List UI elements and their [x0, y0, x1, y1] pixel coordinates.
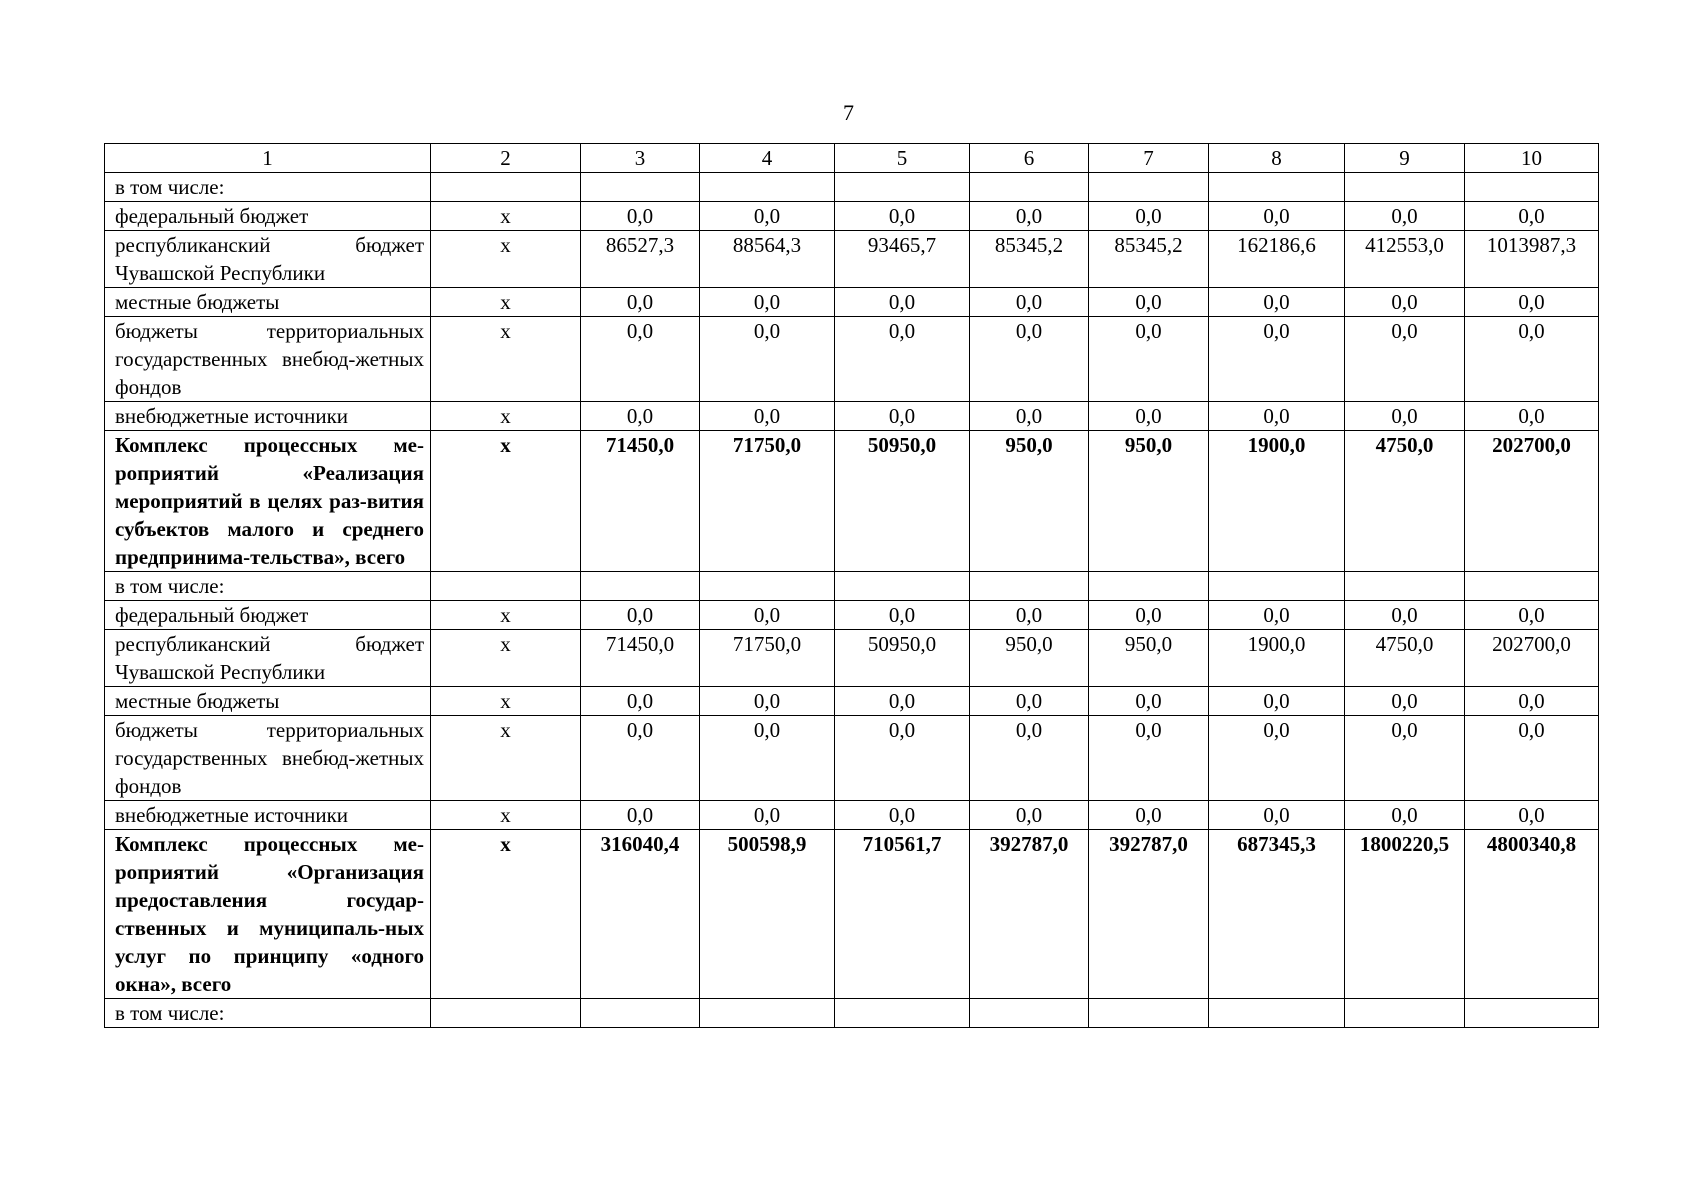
value-cell: 71750,0 [700, 630, 835, 687]
value-cell: 93465,7 [835, 231, 970, 288]
value-cell: 0,0 [970, 716, 1089, 801]
value-cell: 50950,0 [835, 431, 970, 572]
value-cell: 0,0 [835, 288, 970, 317]
row-label: республиканский бюджет Чувашской Республики [105, 630, 431, 687]
value-cell: 0,0 [1345, 402, 1465, 431]
value-cell [1465, 572, 1599, 601]
row-label: республиканский бюджет Чувашской Республики [105, 231, 431, 288]
column-header-8: 8 [1209, 144, 1345, 173]
value-cell: 50950,0 [835, 630, 970, 687]
value-cell: 0,0 [700, 202, 835, 231]
table-row [105, 202, 1599, 231]
value-cell: 71750,0 [700, 431, 835, 572]
value-cell [835, 999, 970, 1028]
column-header-6: 6 [970, 144, 1089, 173]
table-row [105, 801, 1599, 830]
value-cell: 0,0 [700, 687, 835, 716]
value-cell: 1900,0 [1209, 431, 1345, 572]
column-2-cell [431, 572, 581, 601]
value-cell [970, 173, 1089, 202]
table-row [105, 630, 1599, 687]
value-cell: 0,0 [1209, 402, 1345, 431]
value-cell: 4750,0 [1345, 431, 1465, 572]
value-cell: 0,0 [700, 288, 835, 317]
value-cell [1209, 999, 1345, 1028]
table-row [105, 999, 1599, 1028]
value-cell [970, 572, 1089, 601]
value-cell [1345, 173, 1465, 202]
value-cell: 162186,6 [1209, 231, 1345, 288]
row-label: бюджеты территориальных государственных внебюд-жетных фондов [105, 716, 431, 801]
row-label: местные бюджеты [105, 288, 431, 317]
column-header-9: 9 [1345, 144, 1465, 173]
value-cell: 0,0 [1345, 317, 1465, 402]
value-cell: 0,0 [1209, 801, 1345, 830]
value-cell: 0,0 [581, 402, 700, 431]
value-cell: 950,0 [970, 630, 1089, 687]
column-2-cell: x [431, 630, 581, 687]
column-header-1: 1 [105, 144, 431, 173]
value-cell: 0,0 [970, 801, 1089, 830]
row-label: внебюджетные источники [105, 402, 431, 431]
row-label: в том числе: [105, 572, 431, 601]
value-cell: 687345,3 [1209, 830, 1345, 999]
row-label: в том числе: [105, 173, 431, 202]
table-row [105, 601, 1599, 630]
value-cell: 950,0 [1089, 431, 1209, 572]
value-cell: 0,0 [835, 202, 970, 231]
value-cell: 0,0 [581, 801, 700, 830]
value-cell: 0,0 [1089, 288, 1209, 317]
value-cell: 1800220,5 [1345, 830, 1465, 999]
value-cell: 0,0 [700, 317, 835, 402]
column-2-cell: x [431, 231, 581, 288]
value-cell [970, 999, 1089, 1028]
value-cell: 0,0 [1465, 601, 1599, 630]
value-cell: 0,0 [1209, 687, 1345, 716]
column-2-cell: x [431, 801, 581, 830]
column-header-10: 10 [1465, 144, 1599, 173]
value-cell: 4750,0 [1345, 630, 1465, 687]
value-cell: 0,0 [581, 288, 700, 317]
column-2-cell: x [431, 402, 581, 431]
value-cell: 316040,4 [581, 830, 700, 999]
value-cell: 86527,3 [581, 231, 700, 288]
column-2-cell: x [431, 317, 581, 402]
column-2-cell: x [431, 687, 581, 716]
value-cell: 392787,0 [1089, 830, 1209, 999]
value-cell: 0,0 [1465, 402, 1599, 431]
value-cell [700, 572, 835, 601]
row-label: местные бюджеты [105, 687, 431, 716]
value-cell: 71450,0 [581, 630, 700, 687]
budget-table [104, 143, 1599, 1028]
value-cell: 88564,3 [700, 231, 835, 288]
value-cell [1345, 572, 1465, 601]
column-header-5: 5 [835, 144, 970, 173]
header-row [105, 144, 1599, 173]
value-cell: 0,0 [835, 801, 970, 830]
value-cell: 0,0 [835, 402, 970, 431]
value-cell: 0,0 [970, 202, 1089, 231]
value-cell: 0,0 [1089, 202, 1209, 231]
value-cell: 0,0 [970, 288, 1089, 317]
value-cell [581, 999, 700, 1028]
value-cell: 0,0 [1209, 288, 1345, 317]
value-cell: 500598,9 [700, 830, 835, 999]
value-cell: 0,0 [581, 202, 700, 231]
value-cell: 0,0 [1089, 801, 1209, 830]
value-cell: 0,0 [581, 317, 700, 402]
value-cell [1465, 173, 1599, 202]
value-cell: 0,0 [1345, 801, 1465, 830]
value-cell: 0,0 [700, 601, 835, 630]
value-cell: 0,0 [1465, 801, 1599, 830]
value-cell: 0,0 [700, 716, 835, 801]
value-cell: 0,0 [970, 402, 1089, 431]
column-header-3: 3 [581, 144, 700, 173]
column-2-cell: x [431, 288, 581, 317]
value-cell: 0,0 [1345, 288, 1465, 317]
page-number: 7 [843, 100, 854, 125]
row-label: федеральный бюджет [105, 202, 431, 231]
column-2-cell: x [431, 716, 581, 801]
value-cell [700, 173, 835, 202]
column-2-cell: x [431, 431, 581, 572]
value-cell [1465, 999, 1599, 1028]
table-row [105, 402, 1599, 431]
table-row [105, 288, 1599, 317]
value-cell: 1900,0 [1209, 630, 1345, 687]
value-cell: 202700,0 [1465, 630, 1599, 687]
value-cell: 0,0 [1209, 202, 1345, 231]
column-2-cell: x [431, 830, 581, 999]
table-row [105, 431, 1599, 572]
table-body [105, 144, 1599, 1028]
value-cell: 85345,2 [970, 231, 1089, 288]
value-cell [581, 572, 700, 601]
column-header-2: 2 [431, 144, 581, 173]
table-row [105, 173, 1599, 202]
column-2-cell: x [431, 601, 581, 630]
table-row [105, 572, 1599, 601]
value-cell: 0,0 [1465, 317, 1599, 402]
table-row [105, 687, 1599, 716]
row-label: Комплекс процессных ме-роприятий «Организация предоставления государ-ственных и муниципаль-ных услуг по принципу «одного окна», всего [105, 830, 431, 999]
value-cell: 0,0 [970, 687, 1089, 716]
value-cell: 0,0 [1465, 288, 1599, 317]
value-cell: 0,0 [1465, 716, 1599, 801]
value-cell: 71450,0 [581, 431, 700, 572]
value-cell: 0,0 [1345, 716, 1465, 801]
value-cell: 0,0 [1089, 687, 1209, 716]
value-cell [1209, 173, 1345, 202]
table-row [105, 716, 1599, 801]
column-2-cell [431, 173, 581, 202]
value-cell: 0,0 [700, 801, 835, 830]
value-cell: 0,0 [1089, 601, 1209, 630]
row-label: Комплекс процессных ме-роприятий «Реализация мероприятий в целях раз-вития субъектов малого и среднего предпринима-тельства», всего [105, 431, 431, 572]
value-cell: 4800340,8 [1465, 830, 1599, 999]
row-label: федеральный бюджет [105, 601, 431, 630]
value-cell: 0,0 [1089, 402, 1209, 431]
value-cell [1089, 572, 1209, 601]
row-label: в том числе: [105, 999, 431, 1028]
value-cell: 0,0 [581, 687, 700, 716]
value-cell: 950,0 [970, 431, 1089, 572]
value-cell: 0,0 [835, 601, 970, 630]
value-cell: 0,0 [1209, 317, 1345, 402]
value-cell: 412553,0 [1345, 231, 1465, 288]
column-header-4: 4 [700, 144, 835, 173]
value-cell: 0,0 [1465, 202, 1599, 231]
table-row [105, 231, 1599, 288]
value-cell: 0,0 [1345, 687, 1465, 716]
value-cell [700, 999, 835, 1028]
value-cell [1089, 173, 1209, 202]
column-2-cell: x [431, 202, 581, 231]
column-2-cell [431, 999, 581, 1028]
value-cell [835, 173, 970, 202]
value-cell: 0,0 [835, 317, 970, 402]
column-header-7: 7 [1089, 144, 1209, 173]
value-cell: 85345,2 [1089, 231, 1209, 288]
value-cell: 1013987,3 [1465, 231, 1599, 288]
value-cell: 0,0 [970, 317, 1089, 402]
value-cell [1089, 999, 1209, 1028]
value-cell [835, 572, 970, 601]
table-row [105, 830, 1599, 999]
value-cell [1345, 999, 1465, 1028]
value-cell: 0,0 [835, 716, 970, 801]
table-row [105, 317, 1599, 402]
value-cell: 0,0 [970, 601, 1089, 630]
value-cell: 0,0 [1209, 716, 1345, 801]
value-cell: 0,0 [1089, 317, 1209, 402]
value-cell: 710561,7 [835, 830, 970, 999]
row-label: бюджеты территориальных государственных внебюд-жетных фондов [105, 317, 431, 402]
value-cell: 0,0 [1345, 202, 1465, 231]
value-cell: 0,0 [1089, 716, 1209, 801]
value-cell: 392787,0 [970, 830, 1089, 999]
value-cell: 0,0 [835, 687, 970, 716]
value-cell: 0,0 [1345, 601, 1465, 630]
value-cell: 0,0 [581, 601, 700, 630]
value-cell: 0,0 [1465, 687, 1599, 716]
value-cell [581, 173, 700, 202]
value-cell: 0,0 [700, 402, 835, 431]
value-cell: 0,0 [581, 716, 700, 801]
value-cell: 950,0 [1089, 630, 1209, 687]
value-cell: 0,0 [1209, 601, 1345, 630]
value-cell [1209, 572, 1345, 601]
value-cell: 202700,0 [1465, 431, 1599, 572]
row-label: внебюджетные источники [105, 801, 431, 830]
